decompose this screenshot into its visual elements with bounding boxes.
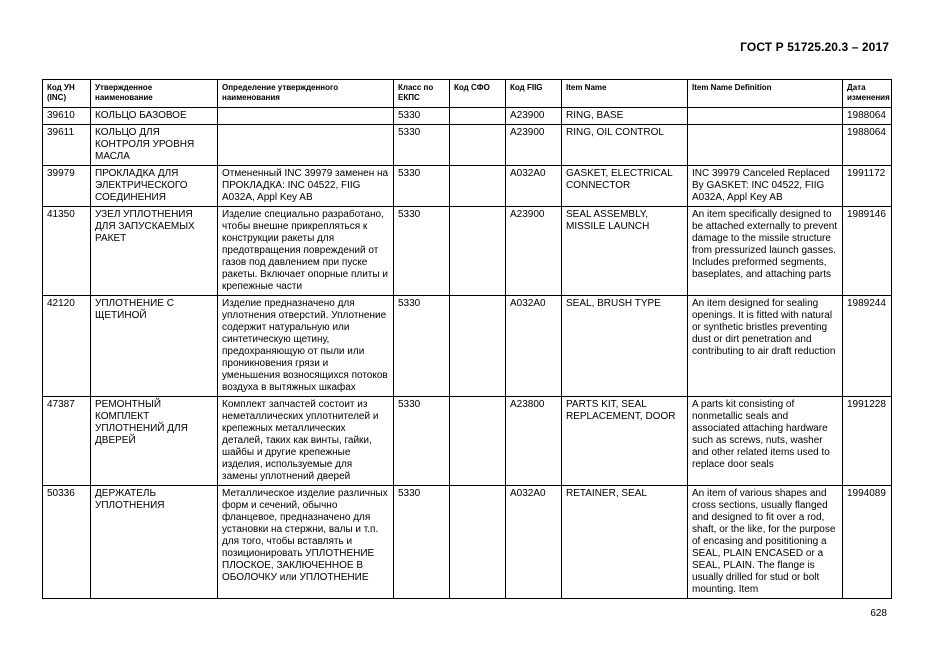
cell-inc: 50336 [43,486,91,599]
cell-definition: Изделие предназначено для уплотнения отверстий. Уплотнение содержит натуральную или синтетическую щетину, предохраняющую от пыли или проникновения грязи и уменьшения возносящихся потоков воздуха в вытяжных шкафах [218,296,394,397]
cell-fiig: A032A0 [506,166,562,207]
header-fiig: Код FIIG [506,80,562,108]
cell-class: 5330 [394,108,450,125]
header-item-name: Item Name [562,80,688,108]
header-date: Дата изменения [843,80,892,108]
document-standard-header: ГОСТ Р 51725.20.3 – 2017 [740,40,889,54]
cell-sfo [450,397,506,486]
cell-item-name: SEAL ASSEMBLY, MISSILE LAUNCH [562,207,688,296]
cell-inc: 47387 [43,397,91,486]
cell-definition: Металлическое изделие различных форм и сечений, обычно фланцевое, предназначено для установки на стержни, валы и т.п. для того, чтобы вставлять и позиционировать УПЛОТНЕНИЕ ПЛОСКОЕ, ЗАКЛЮЧЕННОЕ В ОБОЛОЧКУ или УПЛОТНЕНИЕ [218,486,394,599]
cell-item-name: RING, OIL CONTROL [562,125,688,166]
cell-item-name: GASKET, ELECTRICAL CONNECTOR [562,166,688,207]
cell-approved-name: КОЛЬЦО ДЛЯ КОНТРОЛЯ УРОВНЯ МАСЛА [91,125,218,166]
cell-fiig: A032A0 [506,296,562,397]
cell-sfo [450,166,506,207]
cell-item-name: PARTS KIT, SEAL REPLACEMENT, DOOR [562,397,688,486]
header-item-definition: Item Name Definition [688,80,843,108]
cell-class: 5330 [394,397,450,486]
cell-sfo [450,296,506,397]
cell-definition: Отмененный INC 39979 заменен на ПРОКЛАДКА: INC 04522, FIIG A032A, Appl Key AB [218,166,394,207]
cell-item-name: RETAINER, SEAL [562,486,688,599]
cell-fiig: A23800 [506,397,562,486]
cell-date: 1991172 [843,166,892,207]
cell-fiig: A23900 [506,207,562,296]
cell-definition: Комплект запчастей состоит из неметаллических уплотнителей и крепежных металлических деталей, таких как винты, гайки, шайбы и другие крепежные изделия, используемые для замены уплотнений дверей [218,397,394,486]
cell-sfo [450,125,506,166]
cell-sfo [450,207,506,296]
cell-date: 1988064 [843,108,892,125]
cell-class: 5330 [394,486,450,599]
cell-item-definition [688,125,843,166]
cell-item-name: SEAL, BRUSH TYPE [562,296,688,397]
header-definition: Определение утвержденного наименования [218,80,394,108]
cell-date: 1994089 [843,486,892,599]
cell-date: 1989244 [843,296,892,397]
header-approved-name: Утвержденное наименование [91,80,218,108]
cell-date: 1989146 [843,207,892,296]
page-number: 628 [870,608,887,619]
cell-approved-name: ДЕРЖАТЕЛЬ УПЛОТНЕНИЯ [91,486,218,599]
cell-inc: 42120 [43,296,91,397]
table-row [43,108,892,125]
table-row [43,296,892,397]
cell-fiig: A032A0 [506,486,562,599]
cell-approved-name: РЕМОНТНЫЙ КОМПЛЕКТ УПЛОТНЕНИЙ ДЛЯ ДВЕРЕЙ [91,397,218,486]
cell-inc: 39611 [43,125,91,166]
table-row [43,166,892,207]
cell-sfo [450,108,506,125]
cell-fiig: A23900 [506,125,562,166]
cell-class: 5330 [394,125,450,166]
table-header-row [43,80,892,108]
cell-item-name: RING, BASE [562,108,688,125]
cell-class: 5330 [394,207,450,296]
cell-definition [218,108,394,125]
cell-inc: 39610 [43,108,91,125]
cell-item-definition: INC 39979 Canceled Replaced By GASKET: INC 04522, FIIG A032A, Appl Key AB [688,166,843,207]
cell-sfo [450,486,506,599]
cell-item-definition: An item designed for sealing openings. It is fitted with natural or synthetic bristles preventing dust or dirt penetration and contributing to air draft reduction [688,296,843,397]
item-name-table [42,79,892,599]
cell-class: 5330 [394,296,450,397]
cell-inc: 41350 [43,207,91,296]
header-inc: Код УН (INC) [43,80,91,108]
cell-item-definition: A parts kit consisting of nonmetallic seals and associated attaching hardware such as screws, nuts, washer and other related items used to replace door seals [688,397,843,486]
table-row [43,486,892,599]
cell-item-definition: An item specifically designed to be attached externally to prevent damage to the missile structure from pressurized launch gasses. Includes preformed segments, baseplates, and attaching parts [688,207,843,296]
cell-approved-name: УПЛОТНЕНИЕ С ЩЕТИНОЙ [91,296,218,397]
cell-fiig: A23900 [506,108,562,125]
table-row [43,397,892,486]
cell-item-definition: An item of various shapes and cross sections, usually flanged and designed to fit over a rod, shaft, or the like, for the purpose of encasing and posititioning a SEAL, PLAIN ENCASED or a SEAL, PLAIN. The flange is usually drilled for stud or bolt mounting. Item [688,486,843,599]
cell-inc: 39979 [43,166,91,207]
cell-definition [218,125,394,166]
cell-approved-name: ПРОКЛАДКА ДЛЯ ЭЛЕКТРИЧЕСКОГО СОЕДИНЕНИЯ [91,166,218,207]
header-sfo: Код СФО [450,80,506,108]
header-class: Класс по ЕКПС [394,80,450,108]
cell-item-definition [688,108,843,125]
cell-definition: Изделие специально разработано, чтобы внешне прикрепляться к конструкции ракеты для предотвращения повреждений от газов под давлением при пуске ракеты. Включает опорные плиты и крепежные части [218,207,394,296]
cell-date: 1991228 [843,397,892,486]
cell-date: 1988064 [843,125,892,166]
cell-approved-name: УЗЕЛ УПЛОТНЕНИЯ ДЛЯ ЗАПУСКАЕМЫХ РАКЕТ [91,207,218,296]
cell-class: 5330 [394,166,450,207]
cell-approved-name: КОЛЬЦО БАЗОВОЕ [91,108,218,125]
table-row [43,125,892,166]
table-row [43,207,892,296]
